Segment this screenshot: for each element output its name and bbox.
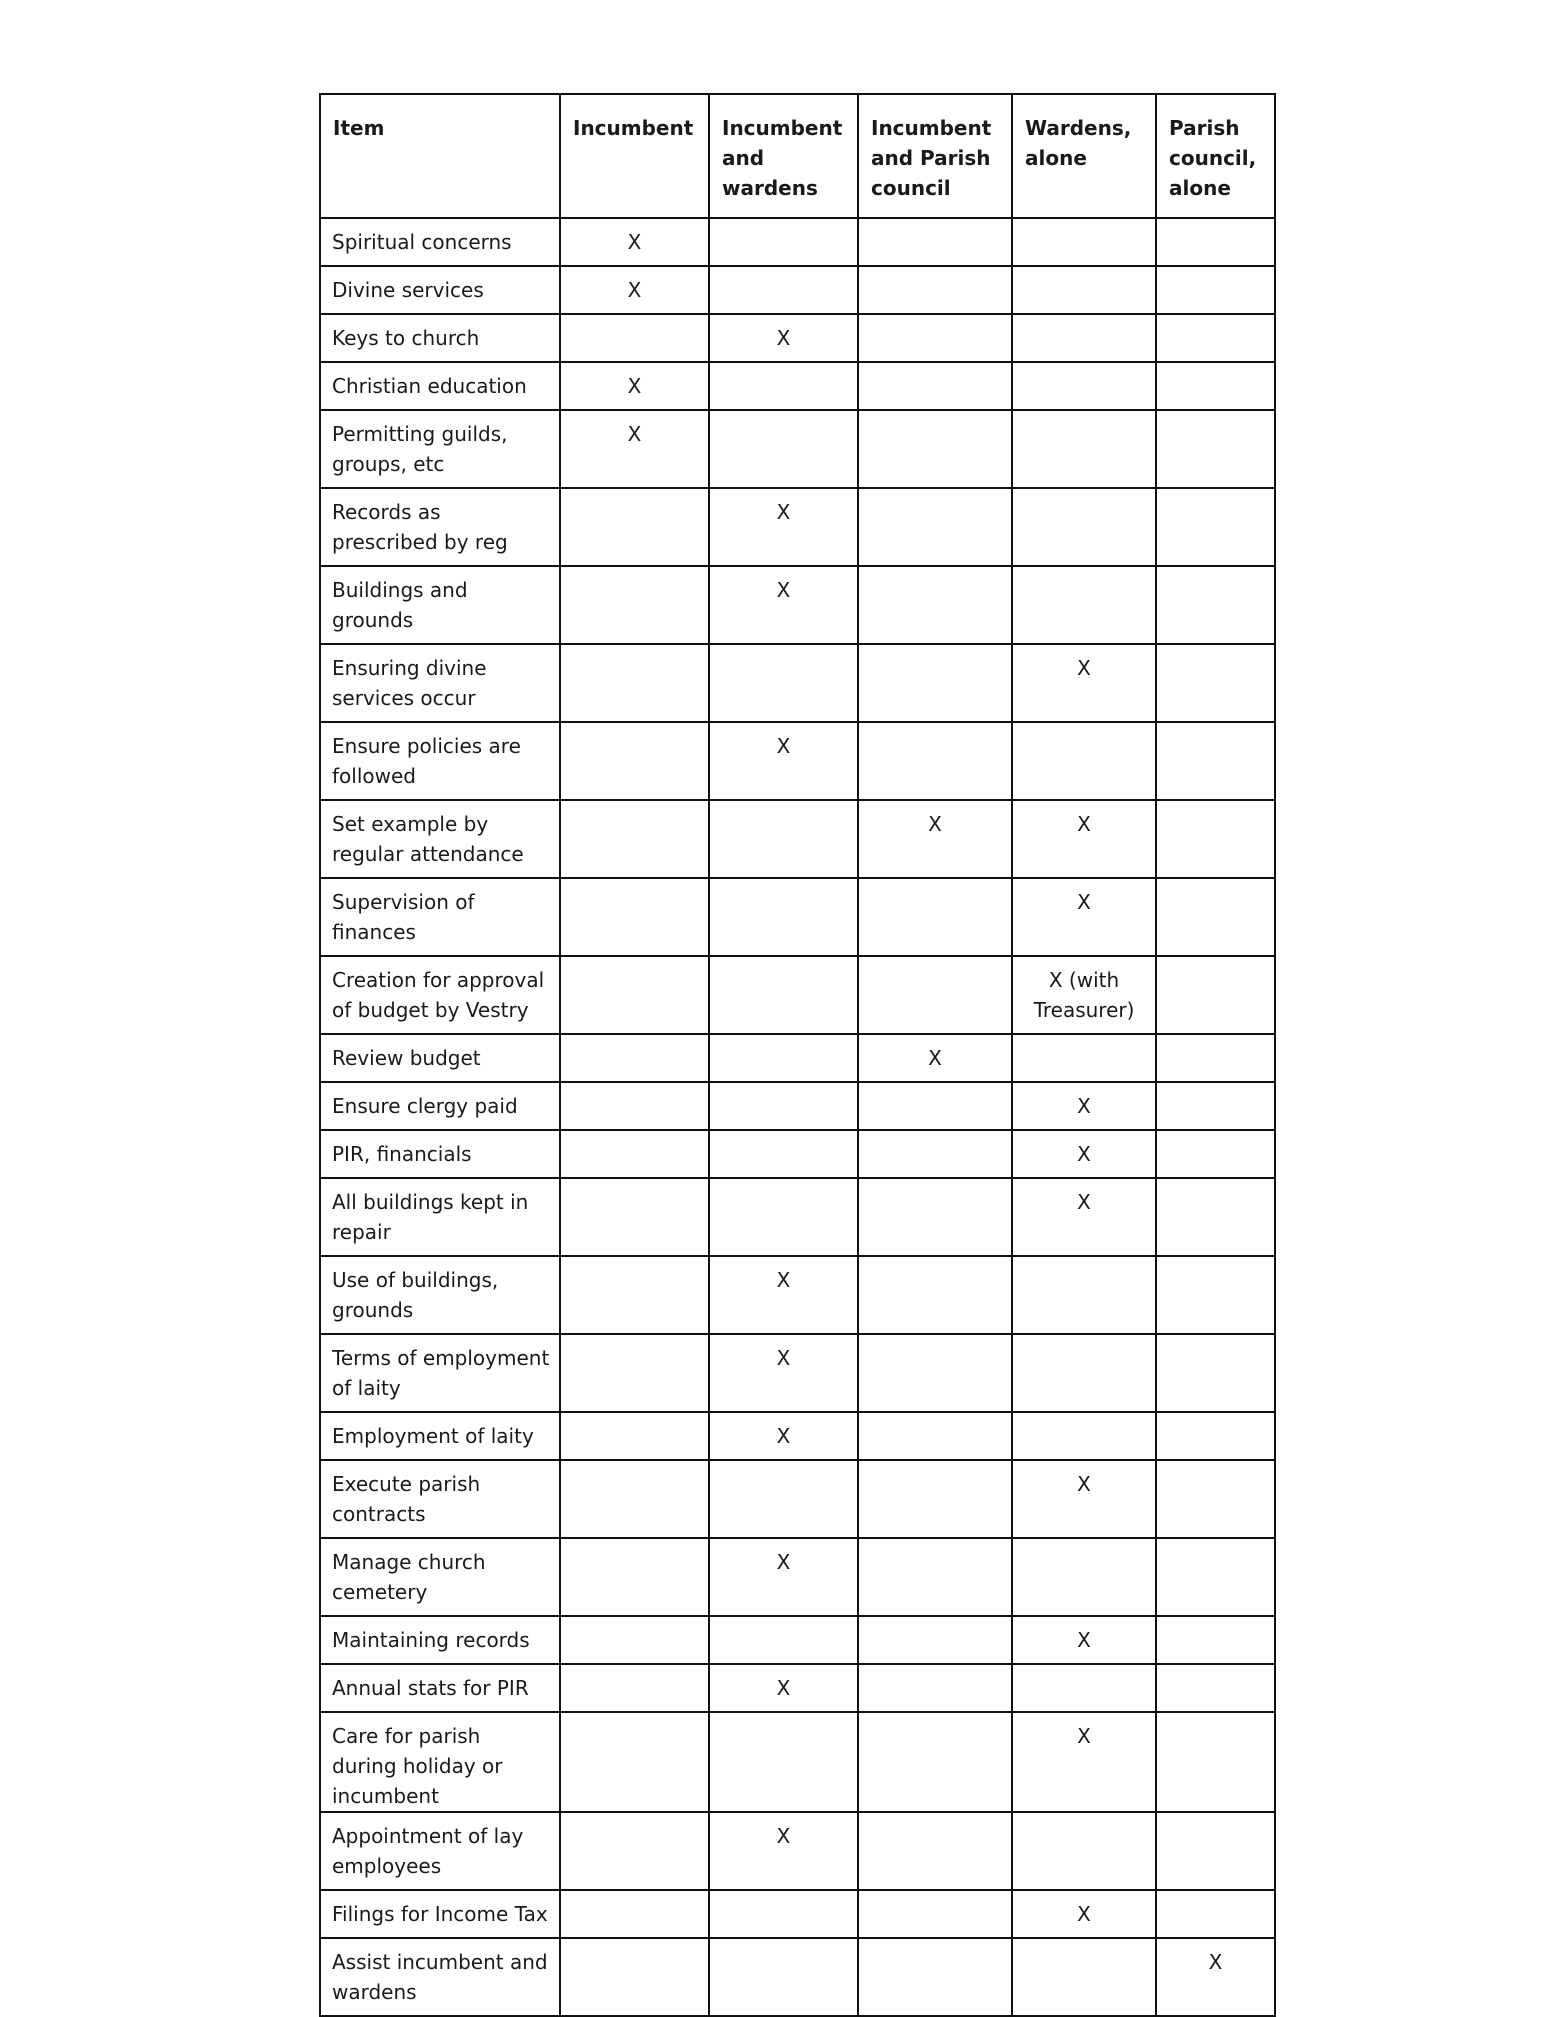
- table-row: [320, 1082, 1275, 1130]
- mark-cell: [1156, 566, 1275, 644]
- item-cell: Manage church cemetery: [320, 1538, 560, 1616]
- mark-cell: [1156, 722, 1275, 800]
- table-row: [320, 1256, 1275, 1334]
- item-cell: Supervision of finances: [320, 878, 560, 956]
- mark-cell: [858, 1412, 1012, 1460]
- mark-cell: [1156, 1256, 1275, 1334]
- mark-cell: [1156, 1334, 1275, 1412]
- mark-cell: [560, 1082, 709, 1130]
- item-cell: All buildings kept in repair: [320, 1178, 560, 1256]
- item-cell: Maintaining records: [320, 1616, 560, 1664]
- table-row: [320, 362, 1275, 410]
- item-cell: Ensure policies are followed: [320, 722, 560, 800]
- table-row: [320, 1538, 1275, 1616]
- item-cell: Permitting guilds, groups, etc: [320, 410, 560, 488]
- mark-cell: X: [560, 218, 709, 266]
- mark-cell: [1156, 266, 1275, 314]
- table-body: [320, 218, 1275, 2016]
- mark-cell: [1156, 1034, 1275, 1082]
- mark-cell: [1156, 1616, 1275, 1664]
- mark-cell: X: [709, 1412, 858, 1460]
- mark-cell: [560, 1616, 709, 1664]
- table-row: [320, 722, 1275, 800]
- mark-cell: [1012, 362, 1156, 410]
- responsibility-table: [319, 93, 1276, 2017]
- mark-cell: [1012, 266, 1156, 314]
- mark-cell: [858, 566, 1012, 644]
- item-cell: Appointment of lay employees: [320, 1812, 560, 1890]
- mark-cell: [1156, 1538, 1275, 1616]
- mark-cell: [858, 1938, 1012, 2016]
- mark-cell: [709, 218, 858, 266]
- mark-cell: [560, 722, 709, 800]
- table-header: [320, 94, 1275, 218]
- mark-cell: [709, 362, 858, 410]
- table-row: [320, 410, 1275, 488]
- table-row: [320, 1460, 1275, 1538]
- item-cell: PIR, financials: [320, 1130, 560, 1178]
- table-row: [320, 488, 1275, 566]
- mark-cell: [1156, 1460, 1275, 1538]
- header-incumbent: Incumbent: [560, 94, 709, 218]
- mark-cell: [560, 644, 709, 722]
- mark-cell: X (with Treasurer): [1012, 956, 1156, 1034]
- mark-cell: [560, 1460, 709, 1538]
- mark-cell: [709, 1130, 858, 1178]
- header-item: Item: [320, 94, 560, 218]
- mark-cell: X: [709, 314, 858, 362]
- mark-cell: X: [1012, 1178, 1156, 1256]
- mark-cell: [709, 266, 858, 314]
- item-cell: Keys to church: [320, 314, 560, 362]
- mark-cell: [709, 1890, 858, 1938]
- mark-cell: [560, 1664, 709, 1712]
- header-row: [320, 94, 1275, 218]
- header-incumbent-and-wardens: Incumbent and wardens: [709, 94, 858, 218]
- mark-cell: [709, 1616, 858, 1664]
- mark-cell: [1012, 218, 1156, 266]
- mark-cell: [1156, 218, 1275, 266]
- item-cell: Employment of laity: [320, 1412, 560, 1460]
- mark-cell: [1012, 1034, 1156, 1082]
- mark-cell: [560, 1034, 709, 1082]
- table-row: [320, 1178, 1275, 1256]
- mark-cell: [560, 1812, 709, 1890]
- mark-cell: [1156, 1082, 1275, 1130]
- mark-cell: [1012, 1412, 1156, 1460]
- mark-cell: X: [858, 800, 1012, 878]
- mark-cell: [858, 1538, 1012, 1616]
- mark-cell: [709, 1082, 858, 1130]
- mark-cell: [709, 1034, 858, 1082]
- mark-cell: [560, 956, 709, 1034]
- mark-cell: X: [1012, 878, 1156, 956]
- mark-cell: X: [709, 1664, 858, 1712]
- item-cell: Terms of employment of laity: [320, 1334, 560, 1412]
- mark-cell: [1012, 566, 1156, 644]
- mark-cell: [858, 218, 1012, 266]
- table-row: [320, 266, 1275, 314]
- mark-cell: [1012, 1256, 1156, 1334]
- item-cell: Assist incumbent and wardens: [320, 1938, 560, 2016]
- mark-cell: [1156, 314, 1275, 362]
- mark-cell: [858, 1664, 1012, 1712]
- item-cell: Creation for approval of budget by Vestry: [320, 956, 560, 1034]
- mark-cell: [560, 488, 709, 566]
- mark-cell: [709, 1712, 858, 1812]
- mark-cell: X: [709, 488, 858, 566]
- mark-cell: X: [1012, 1712, 1156, 1812]
- mark-cell: [560, 800, 709, 878]
- mark-cell: X: [709, 1256, 858, 1334]
- mark-cell: [560, 566, 709, 644]
- item-cell: Buildings and grounds: [320, 566, 560, 644]
- item-cell: Divine services: [320, 266, 560, 314]
- table-row: [320, 566, 1275, 644]
- mark-cell: [1156, 410, 1275, 488]
- mark-cell: [858, 1130, 1012, 1178]
- mark-cell: [858, 1890, 1012, 1938]
- mark-cell: X: [858, 1034, 1012, 1082]
- mark-cell: [1156, 1664, 1275, 1712]
- mark-cell: X: [1012, 1616, 1156, 1664]
- mark-cell: [560, 1178, 709, 1256]
- mark-cell: [1156, 1130, 1275, 1178]
- mark-cell: [858, 1812, 1012, 1890]
- mark-cell: [858, 1712, 1012, 1812]
- mark-cell: [709, 644, 858, 722]
- mark-cell: [709, 800, 858, 878]
- item-cell: Records as prescribed by reg: [320, 488, 560, 566]
- table-row: [320, 1034, 1275, 1082]
- mark-cell: [1012, 314, 1156, 362]
- item-cell: Set example by regular attendance: [320, 800, 560, 878]
- mark-cell: [560, 1712, 709, 1812]
- mark-cell: [858, 1616, 1012, 1664]
- mark-cell: X: [709, 722, 858, 800]
- mark-cell: [1012, 1812, 1156, 1890]
- table-row: [320, 218, 1275, 266]
- mark-cell: [1012, 1334, 1156, 1412]
- table-row: [320, 1334, 1275, 1412]
- mark-cell: X: [709, 1334, 858, 1412]
- mark-cell: [858, 1334, 1012, 1412]
- item-cell: Ensuring divine services occur: [320, 644, 560, 722]
- table-row: [320, 1812, 1275, 1890]
- mark-cell: [709, 1178, 858, 1256]
- mark-cell: [1156, 488, 1275, 566]
- mark-cell: [858, 1178, 1012, 1256]
- mark-cell: [560, 878, 709, 956]
- mark-cell: [858, 410, 1012, 488]
- header-wardens-alone: Wardens, alone: [1012, 94, 1156, 218]
- item-cell: Execute parish contracts: [320, 1460, 560, 1538]
- mark-cell: X: [709, 1538, 858, 1616]
- table-row: [320, 956, 1275, 1034]
- table-row: [320, 314, 1275, 362]
- mark-cell: [1156, 800, 1275, 878]
- table-row: [320, 1130, 1275, 1178]
- mark-cell: [560, 1412, 709, 1460]
- mark-cell: [560, 1538, 709, 1616]
- mark-cell: [1156, 644, 1275, 722]
- mark-cell: X: [1012, 1130, 1156, 1178]
- mark-cell: [709, 956, 858, 1034]
- mark-cell: [560, 1938, 709, 2016]
- mark-cell: [858, 1460, 1012, 1538]
- mark-cell: X: [709, 1812, 858, 1890]
- mark-cell: [709, 878, 858, 956]
- item-cell: Care for parish during holiday or incumbent: [320, 1712, 560, 1812]
- mark-cell: [858, 314, 1012, 362]
- mark-cell: [1156, 1178, 1275, 1256]
- item-cell: Use of buildings, grounds: [320, 1256, 560, 1334]
- table-row: [320, 644, 1275, 722]
- mark-cell: [858, 1082, 1012, 1130]
- item-cell: Annual stats for PIR: [320, 1664, 560, 1712]
- table-row: [320, 1412, 1275, 1460]
- item-cell: Filings for Income Tax: [320, 1890, 560, 1938]
- mark-cell: X: [1012, 644, 1156, 722]
- mark-cell: X: [709, 566, 858, 644]
- mark-cell: X: [560, 410, 709, 488]
- mark-cell: [560, 1130, 709, 1178]
- mark-cell: [1012, 722, 1156, 800]
- mark-cell: [1012, 488, 1156, 566]
- table-row: [320, 1890, 1275, 1938]
- mark-cell: X: [1012, 1890, 1156, 1938]
- mark-cell: [858, 644, 1012, 722]
- item-cell: Review budget: [320, 1034, 560, 1082]
- table-row: [320, 800, 1275, 878]
- mark-cell: [560, 1334, 709, 1412]
- mark-cell: [560, 1890, 709, 1938]
- mark-cell: [858, 266, 1012, 314]
- mark-cell: X: [1156, 1938, 1275, 2016]
- item-cell: Spiritual concerns: [320, 218, 560, 266]
- table-row: [320, 1938, 1275, 2016]
- mark-cell: [1156, 362, 1275, 410]
- table-row: [320, 1712, 1275, 1812]
- mark-cell: [1012, 410, 1156, 488]
- table-row: [320, 1664, 1275, 1712]
- table-row: [320, 878, 1275, 956]
- header-incumbent-and-parish-council: Incumbent and Parish council: [858, 94, 1012, 218]
- mark-cell: [1012, 1938, 1156, 2016]
- mark-cell: [709, 1460, 858, 1538]
- mark-cell: [1012, 1664, 1156, 1712]
- mark-cell: [858, 956, 1012, 1034]
- mark-cell: [1012, 1538, 1156, 1616]
- mark-cell: [858, 488, 1012, 566]
- header-parish-council-alone: Parish council, alone: [1156, 94, 1275, 218]
- mark-cell: [1156, 1890, 1275, 1938]
- table-row: [320, 1616, 1275, 1664]
- mark-cell: [1156, 1812, 1275, 1890]
- mark-cell: [1156, 1712, 1275, 1812]
- mark-cell: [560, 314, 709, 362]
- mark-cell: X: [560, 266, 709, 314]
- item-cell: Ensure clergy paid: [320, 1082, 560, 1130]
- mark-cell: X: [560, 362, 709, 410]
- mark-cell: [1156, 878, 1275, 956]
- mark-cell: [858, 362, 1012, 410]
- mark-cell: [709, 1938, 858, 2016]
- mark-cell: [858, 722, 1012, 800]
- mark-cell: [709, 410, 858, 488]
- mark-cell: X: [1012, 1082, 1156, 1130]
- mark-cell: X: [1012, 1460, 1156, 1538]
- mark-cell: [1156, 1412, 1275, 1460]
- mark-cell: [1156, 956, 1275, 1034]
- mark-cell: [858, 1256, 1012, 1334]
- item-cell: Christian education: [320, 362, 560, 410]
- mark-cell: [858, 878, 1012, 956]
- mark-cell: [560, 1256, 709, 1334]
- mark-cell: X: [1012, 800, 1156, 878]
